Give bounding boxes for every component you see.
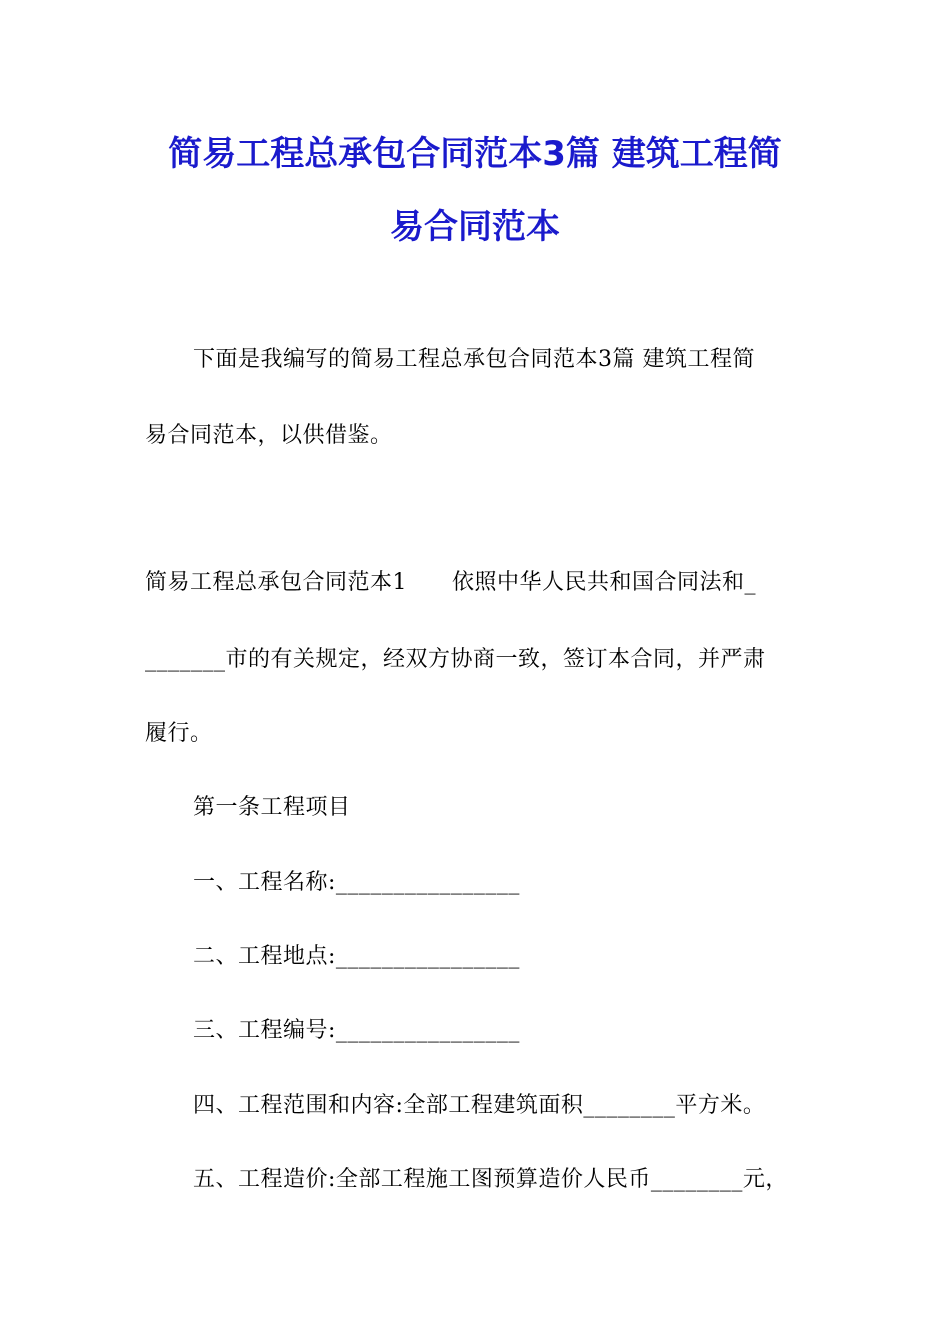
list-item-project-name: 一、工程名称:________________	[193, 870, 520, 895]
document-title-line-2: 易合同范本	[390, 207, 560, 247]
list-item-project-scope: 四、工程范围和内容:全部工程建筑面积________平方米。	[193, 1093, 766, 1118]
intro-paragraph-line-2: 易合同范本，以供借鉴。	[145, 423, 393, 448]
intro-paragraph-line-1: 下面是我编写的简易工程总承包合同范本3篇 建筑工程简	[193, 347, 755, 372]
section1-paragraph-line-2: _______市的有关规定，经双方协商一致，签订本合同，并严肃	[145, 647, 766, 672]
article1-heading: 第一条工程项目	[193, 795, 351, 820]
section1-paragraph-line-1: 简易工程总承包合同范本1 依照中华人民共和国合同法和_	[145, 570, 756, 595]
section1-paragraph-line-3: 履行。	[145, 721, 213, 746]
list-item-project-number: 三、工程编号:________________	[193, 1018, 520, 1043]
list-item-project-cost: 五、工程造价:全部工程施工图预算造价人民币________元，	[193, 1167, 788, 1192]
list-item-project-location: 二、工程地点:________________	[193, 944, 520, 969]
document-title-line-1: 简易工程总承包合同范本3篇 建筑工程简	[168, 134, 782, 174]
